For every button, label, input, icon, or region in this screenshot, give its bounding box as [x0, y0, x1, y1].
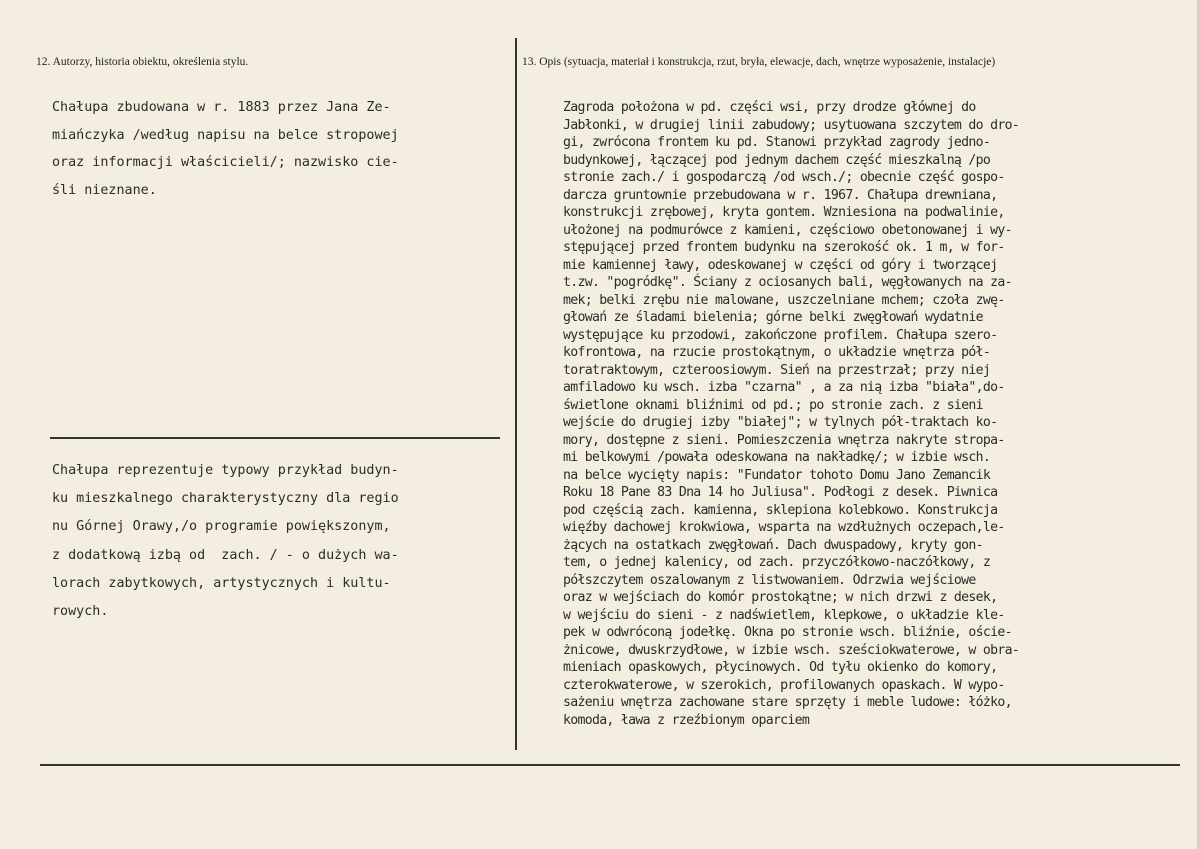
section-12-header: 12. Autorzy, historia obiektu, określenia stylu. [36, 56, 249, 68]
section-12-style-assessment: Chałupa reprezentuje typowy przykład budyn- ku mieszkalnego charakterystyczny dla regio nu Górnej Orawy,/o programie powiększonym, z dodatkową izbą od zach. / - o dużych wa- lorach zabytkowych, artystycznych i kultu- rowych. [52, 463, 399, 620]
bottom-rule [40, 764, 1180, 766]
section-12-authors-history: Chałupa zbudowana w r. 1883 przez Jana Ze- miańczyka /według napisu na belce stropowej oraz informacji właścicieli/; nazwisko cie- śli nieznane. [52, 100, 399, 198]
column-divider [515, 38, 517, 750]
section-13-header: 13. Opis (sytuacja, materiał i konstrukcja, rzut, bryła, elewacje, dach, wnętrze wyposażenie, instalacje) [522, 56, 996, 68]
section-12-divider [50, 437, 500, 439]
section-13-description: Zagroda położona w pd. części wsi, przy drodze głównej do Jabłonki, w drugiej linii zabudowy; usytuowana szczytem do dro- gi, zwrócona frontem ku pd. Stanowi przykład zagrody jedno- budynkowej, łączącej pod jednym dachem część mieszkalną /po stronie zach./ i gospodarczą /od wsch./; obecnie część gospo- darcza gruntownie przebudowana w r. 1967. Chałupa drewniana, konstrukcji zrębowej, kryta gontem. Wzniesiona na podwalinie, ułożonej na podmurówce z kamieni, częściowo obetonowanej i wy- stępującej przed frontem budynku na szerokość ok. 1 m, w for- mie kamiennej ławy, odeskowanej w części od góry i tworzącej t.zw. "pogródkę". Ściany z ociosanych bali, węgłowanych na za- mek; belki zrębu nie malowane, uszczelniane mchem; czoła zwę- głowań ze śladami bielenia; górne belki zwęgłowań wydatnie występujące ku przodowi, zakończone profilem. Chałupa szero- kofrontowa, na rzucie prostokątnym, o układzie wnętrza pół- toratraktowym, czteroosiowym. Sień na przestrzał; przy niej amfiladowo ku wsch. izba "czarna" , a za nią izba "biała",do- świetlone oknami bliźnimi od pd.; po stronie zach. z sieni wejście do drugiej izby "białej"; w tylnych pół-traktach ko- mory, dostępne z sieni. Pomieszczenia wnętrza nakryte stropa- mi belkowymi /powała odeskowana na nakładkę/; w izbie wsch. na belce wycięty napis: "Fundator tohoto Domu Jano Zemancik Roku 18 Pane 83 Dna 14 ho Juliusa". Podłogi z desek. Piwnica pod częścią zach. kamienna, sklepiona kolebkowo. Konstrukcja więźby dachowej krokwiowa, wsparta na wzdłużnych oczepach,le- żących na ostatkach zwęgłowań. Dach dwuspadowy, kryty gon- tem, o jednej kalenicy, od zach. przyczółkowo-naczółkowy, z półszczytem oszalowanym z listwowaniem. Odrzwia wejściowe oraz w wejściach do komór prostokątne; w nich drzwi z desek, w wejściu do sieni - z nadświetlem, klepkowe, o układzie kle- pek w odwróconą jodełkę. Okna po stronie wsch. bliźnie, oście- żnicowe, dwuskrzydłowe, w izbie wsch. sześciokwaterowe, w obra- mieniach opaskowych, płycinowych. Od tyłu okienko do komory, czterokwaterowe, w szerokich, profilowanych opaskach. W wypo- sażeniu wnętrza zachowane stare sprzęty i meble ludowe: łóżko, komoda, ława z rzeźbionym oparciem [563, 100, 1020, 728]
